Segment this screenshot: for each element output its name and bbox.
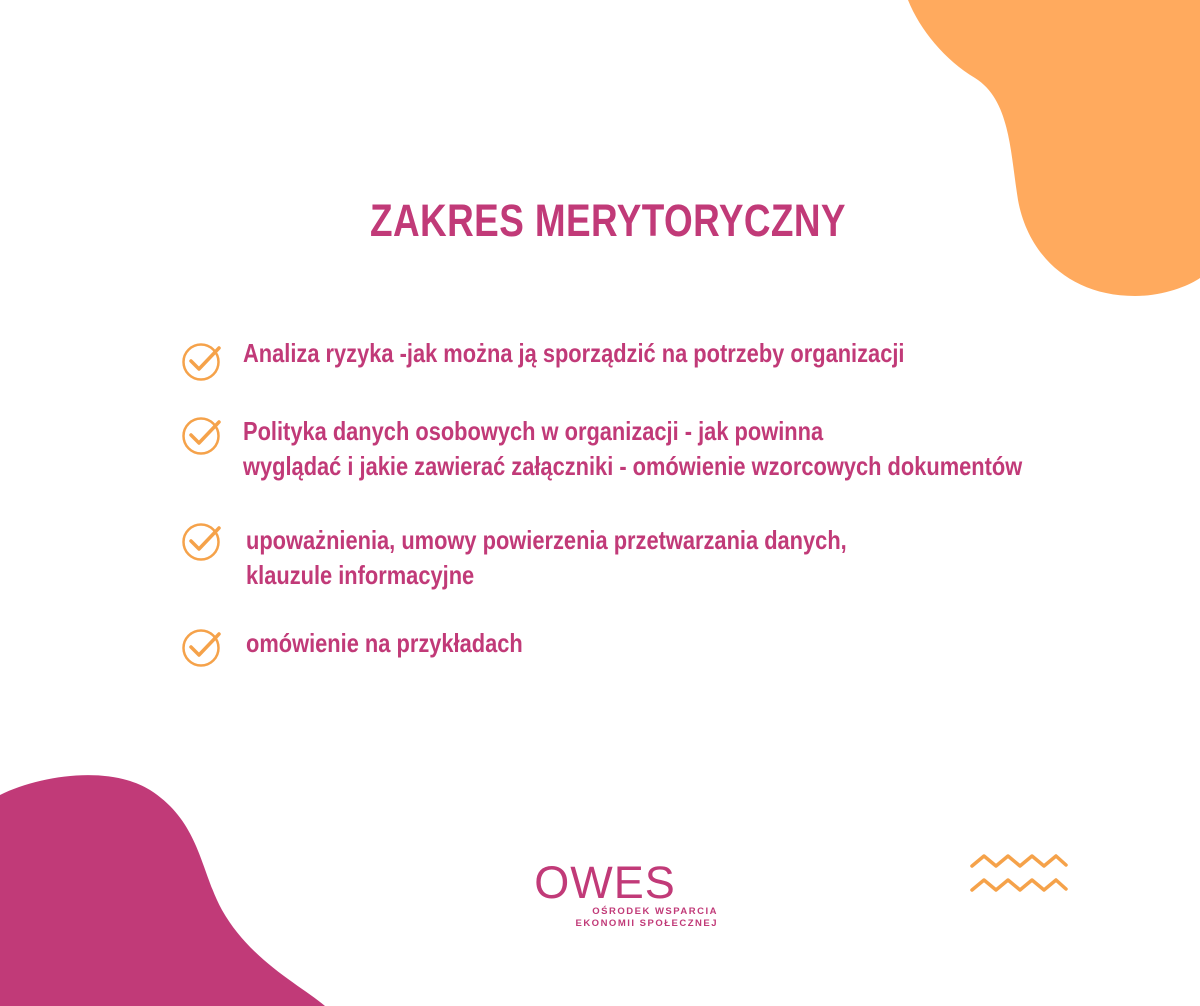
check-circle-icon bbox=[180, 520, 224, 564]
check-circle-icon bbox=[180, 414, 224, 458]
checklist-item-text: Analiza ryzyka -jak można ją sporządzić na potrzeby organizacji bbox=[243, 338, 905, 368]
logo-subtitle: OŚRODEK WSPARCIA EKONOMII SPOŁECZNEJ bbox=[575, 906, 718, 929]
logo-wordmark: OWES bbox=[534, 857, 676, 908]
page-title: ZAKRES MERYTORYCZNY bbox=[370, 195, 846, 246]
checklist-item-text: upoważnienia, umowy powierzenia przetwarzania danych, klauzule informacyjne bbox=[246, 525, 847, 590]
checklist-item-text: Polityka danych osobowych w organizacji - jak powinna wyglądać i jakie zawierać załączniki - omówienie wzorcowych dokumentów bbox=[243, 416, 1023, 481]
check-circle-icon bbox=[180, 340, 224, 384]
owes-logo bbox=[500, 857, 718, 938]
checklist-item-text: omówienie na przykładach bbox=[246, 628, 523, 658]
zigzag-decoration-icon bbox=[968, 852, 1068, 896]
check-circle-icon bbox=[180, 626, 224, 670]
